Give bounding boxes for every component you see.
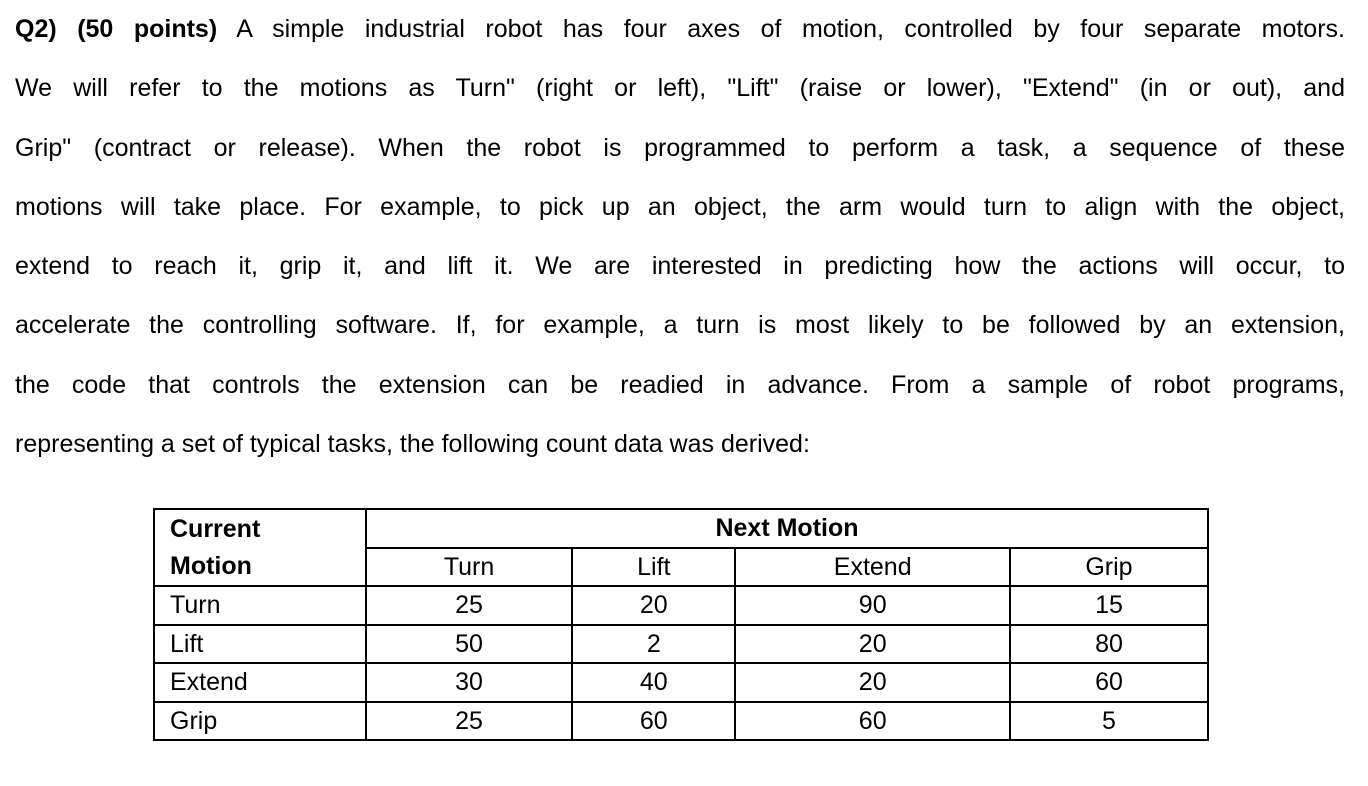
table-header-row-1: [154, 509, 1208, 548]
column-header-lift: Lift: [572, 548, 735, 587]
table-cell: 2: [572, 625, 735, 664]
question-line-4: motions will take place. For example, to pick up an object, the arm would turn to align with the object,: [15, 192, 1345, 221]
table-cell: 30: [366, 663, 572, 702]
row-label-grip: Grip: [154, 702, 366, 741]
row-label-turn: Turn: [154, 586, 366, 625]
next-motion-header: Next Motion: [366, 509, 1208, 548]
table-header-row-2: [154, 548, 1208, 587]
table-cell: 15: [1010, 586, 1208, 625]
row-label-lift: Lift: [154, 625, 366, 664]
table-cell: 90: [735, 586, 1010, 625]
question-line-5: extend to reach it, grip it, and lift it. We are interested in predicting how the actions will occur, to: [15, 252, 1345, 281]
table-cell: 5: [1010, 702, 1208, 741]
table-cell: 40: [572, 663, 735, 702]
table-row: [154, 702, 1208, 741]
question-line-1-text: A simple industrial robot has four axes of motion, controlled by four separate motors.: [217, 15, 1345, 43]
table-cell: 25: [366, 586, 572, 625]
table-cell: 60: [1010, 663, 1208, 702]
table-cell: 50: [366, 625, 572, 664]
question-text: [15, 0, 1345, 474]
question-number: Q2): [15, 15, 57, 43]
table-row: [154, 663, 1208, 702]
table-cell: 60: [572, 702, 735, 741]
column-header-extend: Extend: [735, 548, 1010, 587]
question-line-6: accelerate the controlling software. If, for example, a turn is most likely to be followed by an extension,: [15, 311, 1345, 340]
question-points: (50 points): [77, 15, 218, 43]
corner-header-motion: Motion: [154, 548, 366, 587]
question-line-3: Grip" (contract or release). When the robot is programmed to perform a task, a sequence of these: [15, 133, 1345, 162]
table-row: [154, 625, 1208, 664]
table-cell: 80: [1010, 625, 1208, 664]
table-cell: 60: [735, 702, 1010, 741]
question-line-2: We will refer to the motions as Turn" (right or left), "Lift" (raise or lower), "Extend" (in or out), and: [15, 74, 1345, 103]
row-label-extend: Extend: [154, 663, 366, 702]
motion-count-table: [153, 508, 1209, 741]
table-cell: 20: [735, 625, 1010, 664]
column-header-grip: Grip: [1010, 548, 1208, 587]
table-cell: 20: [735, 663, 1010, 702]
question-line-1: [15, 0, 1345, 59]
corner-header-current: Current: [154, 509, 366, 548]
question-line-7: the code that controls the extension can be readied in advance. From a sample of robot programs,: [15, 370, 1345, 399]
table-cell: 25: [366, 702, 572, 741]
table-cell: 20: [572, 586, 735, 625]
column-header-turn: Turn: [366, 548, 572, 587]
table-row: [154, 586, 1208, 625]
question-line-8: representing a set of typical tasks, the following count data was derived:: [15, 430, 810, 459]
